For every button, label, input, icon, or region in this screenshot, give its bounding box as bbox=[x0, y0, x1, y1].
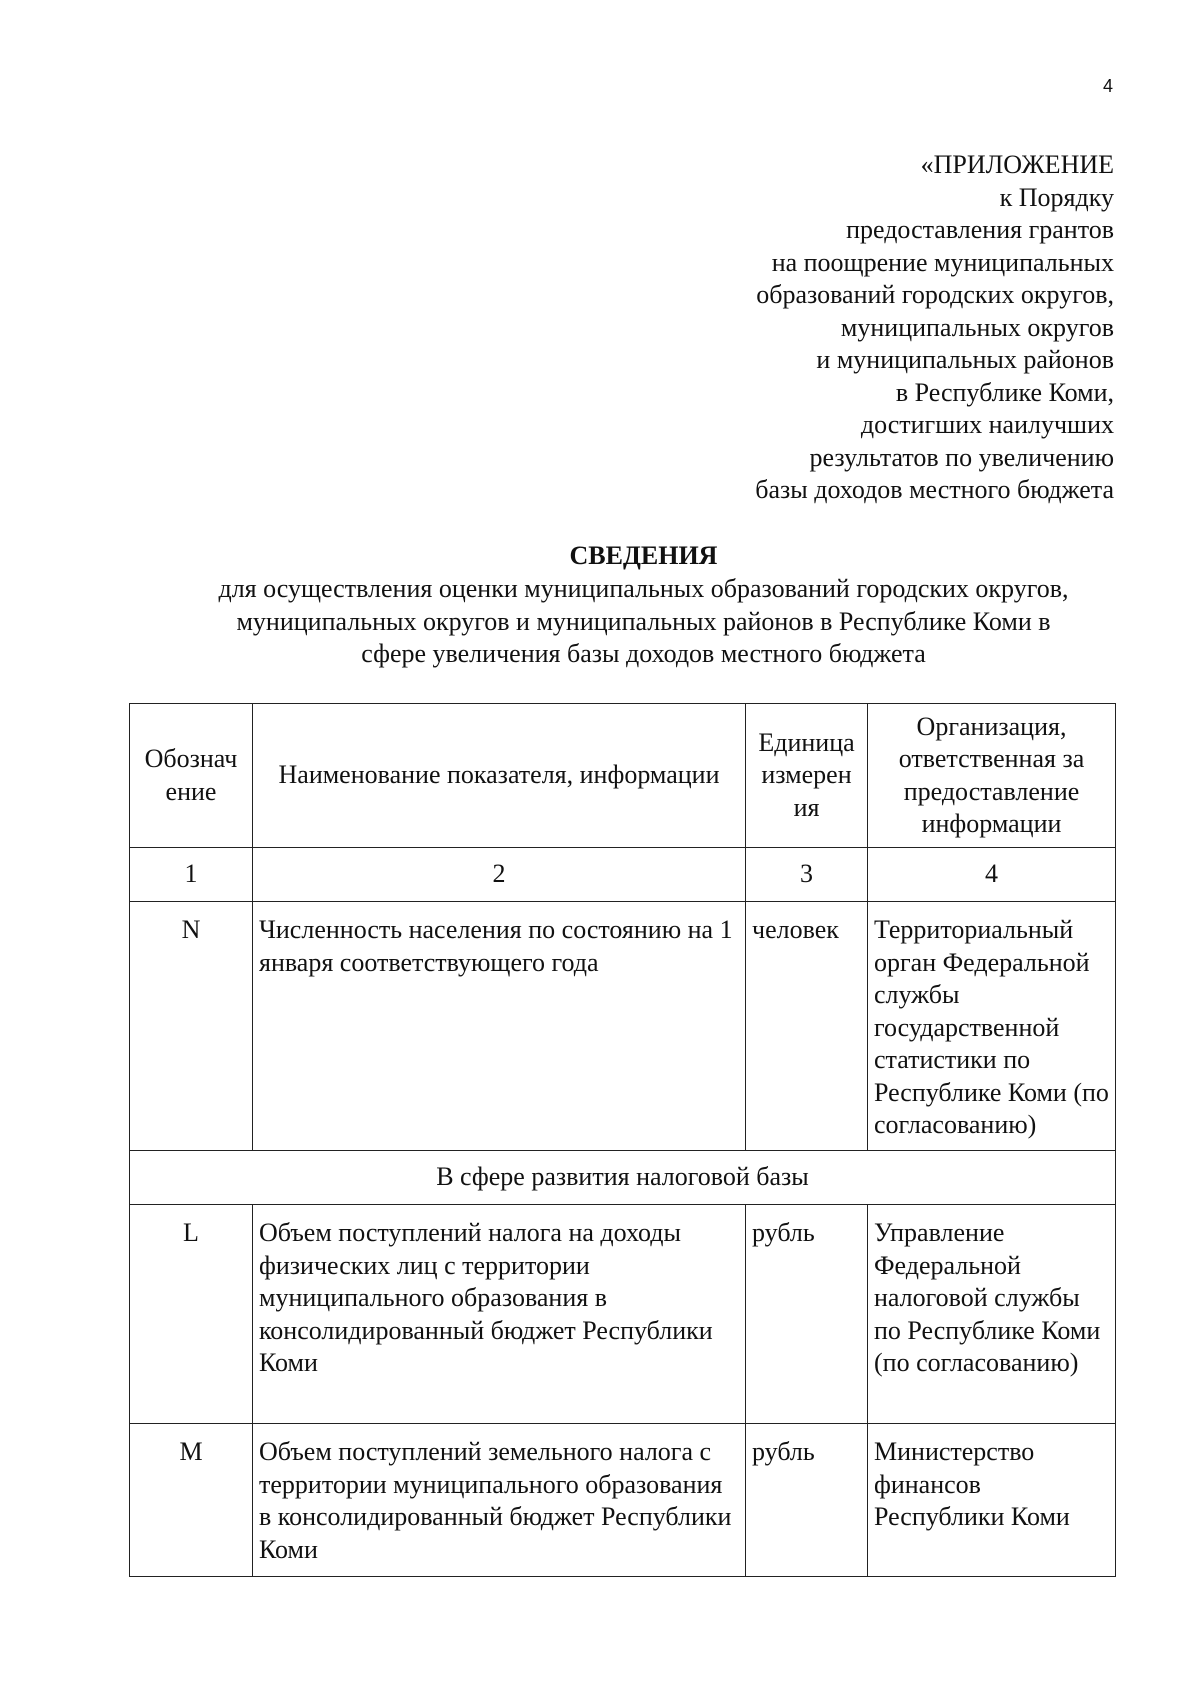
row-code: M bbox=[130, 1424, 253, 1577]
header-org: Организация, ответственная за предоставление информации bbox=[868, 704, 1116, 848]
row-name: Численность населения по состоянию на 1 января соответствующего года bbox=[253, 902, 746, 1151]
column-number: 4 bbox=[868, 848, 1116, 902]
row-org: Управление Федеральной налоговой службы по Республике Коми (по согласованию) bbox=[868, 1205, 1116, 1424]
appendix-heading bbox=[755, 149, 1114, 507]
table-row bbox=[130, 1424, 1116, 1577]
header-unit: Единица измерен ия bbox=[746, 704, 868, 848]
row-unit: рубль bbox=[746, 1205, 868, 1424]
appendix-line: достигших наилучших bbox=[860, 410, 1114, 439]
page-number: 4 bbox=[1102, 76, 1113, 96]
appendix-line: предоставления грантов bbox=[846, 215, 1114, 244]
appendix-line: результатов по увеличению bbox=[809, 442, 1114, 472]
header-code: Обознач ение bbox=[130, 704, 253, 848]
subtitle-line: для осуществления оценки муниципальных образований городских округов, bbox=[218, 574, 1069, 603]
appendix-line: и муниципальных районов bbox=[816, 345, 1114, 374]
column-number: 2 bbox=[253, 848, 746, 902]
indicators-table bbox=[129, 703, 1116, 1577]
table-row bbox=[130, 1205, 1116, 1424]
appendix-line: муниципальных округов bbox=[840, 312, 1114, 342]
appendix-line: базы доходов местного бюджета bbox=[755, 475, 1114, 504]
appendix-line: образований городских округов, bbox=[756, 280, 1114, 309]
appendix-line: в Республике Коми, bbox=[895, 377, 1114, 407]
appendix-line: на поощрение муниципальных bbox=[771, 247, 1114, 277]
table-header-row bbox=[130, 704, 1116, 848]
row-code: N bbox=[130, 902, 253, 1151]
row-name: Объем поступлений земельного налога с территории муниципального образования в консолидированный бюджет Республики Коми bbox=[253, 1424, 746, 1577]
document-title: СВЕДЕНИЯ bbox=[569, 541, 718, 570]
row-name: Объем поступлений налога на доходы физических лиц с территории муниципального образования в консолидированный бюджет Республики Коми bbox=[253, 1205, 746, 1424]
section-heading: В сфере развития налоговой базы bbox=[130, 1151, 1116, 1205]
document-subtitle bbox=[0, 573, 1200, 671]
appendix-line: «ПРИЛОЖЕНИЕ bbox=[920, 150, 1114, 179]
subtitle-line: сфере увеличения базы доходов местного бюджета bbox=[361, 639, 926, 668]
section-heading-row bbox=[130, 1151, 1116, 1205]
row-unit: человек bbox=[746, 902, 868, 1151]
column-number-row bbox=[130, 848, 1116, 902]
column-number: 1 bbox=[130, 848, 253, 902]
row-code: L bbox=[130, 1205, 253, 1424]
row-org: Министерство финансов Республики Коми bbox=[868, 1424, 1116, 1577]
header-name: Наименование показателя, информации bbox=[253, 704, 746, 848]
row-org: Территориальный орган Федеральной службы государственной статистики по Республике Коми (по согласованию) bbox=[868, 902, 1116, 1151]
column-number: 3 bbox=[746, 848, 868, 902]
table-row bbox=[130, 902, 1116, 1151]
subtitle-line: муниципальных округов и муниципальных районов в Республике Коми в bbox=[236, 606, 1051, 636]
row-unit: рубль bbox=[746, 1424, 868, 1577]
appendix-line: к Порядку bbox=[999, 182, 1114, 212]
